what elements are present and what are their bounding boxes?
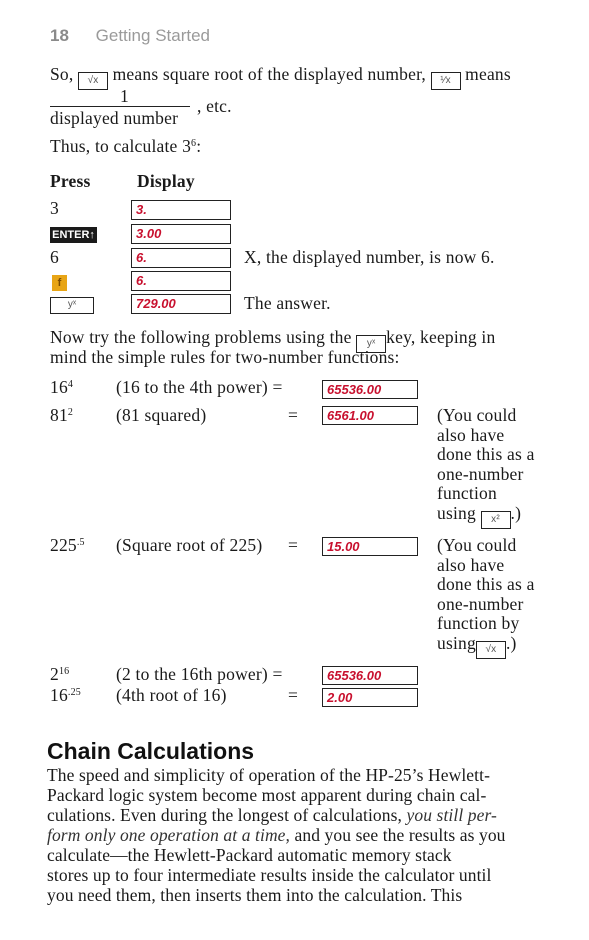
- problem-4-expr: $2^{16}$: [50, 664, 70, 684]
- problem-1-result: 65536.00: [322, 380, 418, 399]
- thus-line: Thus, to calculate $3^6$:: [50, 136, 202, 156]
- problem-4-result: 65536.00: [322, 666, 418, 685]
- page-header: [50, 26, 210, 46]
- problem-5-eq: =: [288, 685, 299, 705]
- problem-3-expr: $225^{.5}$: [50, 535, 85, 555]
- display-row-5: 729.00: [131, 294, 231, 314]
- display-row-4: 6.: [131, 271, 231, 291]
- fraction-bar: [50, 106, 190, 107]
- x-squared-key-icon: x²: [481, 511, 511, 529]
- note-row-5: The answer.: [244, 293, 331, 313]
- note-2: (You could also have done this as a one-number function by using √x .): [437, 536, 535, 659]
- problem-5-expr: $16^{.25}$: [50, 685, 82, 705]
- display-header: Display: [137, 171, 195, 191]
- sqrt-key-icon: √x: [78, 72, 108, 90]
- now-try-line-2: mind the simple rules for two-number functions:: [50, 347, 400, 367]
- problem-5-result: 2.00: [322, 688, 418, 707]
- problem-2-result: 6561.00: [322, 406, 418, 425]
- intro-line: So, √x means square root of the displayed number, ¹⁄x means: [50, 64, 511, 90]
- problem-2-expr: $81^2$: [50, 405, 74, 425]
- yx-key-icon: yˣ: [356, 335, 386, 353]
- press-header: Press: [50, 171, 91, 191]
- f-key-icon: f: [52, 275, 67, 291]
- problem-2-eq: =: [288, 405, 299, 425]
- yx-key-icon: yˣ: [50, 297, 94, 314]
- problem-1-expr: $16^4$: [50, 377, 74, 397]
- fraction-numerator: 1: [120, 86, 129, 106]
- press-3: 3: [50, 198, 59, 218]
- fraction-denominator: displayed number: [50, 108, 179, 128]
- reciprocal-key-icon: ¹⁄x: [431, 72, 461, 90]
- sqrt-key-icon: √x: [476, 641, 506, 659]
- display-row-2: 3.00: [131, 224, 231, 244]
- note-1: (You could also have done this as a one-number function using x² .): [437, 406, 535, 529]
- chain-paragraph: The speed and simplicity of operation of the HP-25’s Hewlett- Packard logic system become most apparent during chain cal- culations. Even during the longest of calculations, you still per- form only one operation at a time, and you see the results as you calculate—the Hewlett-Packard automatic memory stack stores up to four intermediate results inside the calculator until you need them, then inserts them into the calculation. This: [47, 765, 506, 905]
- chain-heading: Chain Calculations: [47, 738, 255, 764]
- display-row-3: 6.: [131, 248, 231, 268]
- problem-3-result: 15.00: [322, 537, 418, 556]
- display-row-1: 3.: [131, 200, 231, 220]
- section-title: Getting Started: [95, 26, 210, 45]
- problem-2-desc: (81 squared): [116, 405, 207, 425]
- page-number: 18: [50, 26, 69, 45]
- problem-3-desc: (Square root of 225): [116, 535, 263, 555]
- problem-4-desc: (2 to the 16th power) =: [116, 664, 283, 684]
- problem-1-desc: (16 to the 4th power) =: [116, 377, 283, 397]
- press-6: 6: [50, 247, 59, 267]
- now-try-line-1: Now try the following problems using the yˣ key, keeping in: [50, 327, 495, 353]
- enter-key-icon: ENTER↑: [50, 227, 97, 243]
- fraction-etc: , etc.: [197, 96, 232, 116]
- problem-5-desc: (4th root of 16): [116, 685, 227, 705]
- note-row-3: X, the displayed number, is now 6.: [244, 247, 495, 267]
- problem-3-eq: =: [288, 535, 299, 555]
